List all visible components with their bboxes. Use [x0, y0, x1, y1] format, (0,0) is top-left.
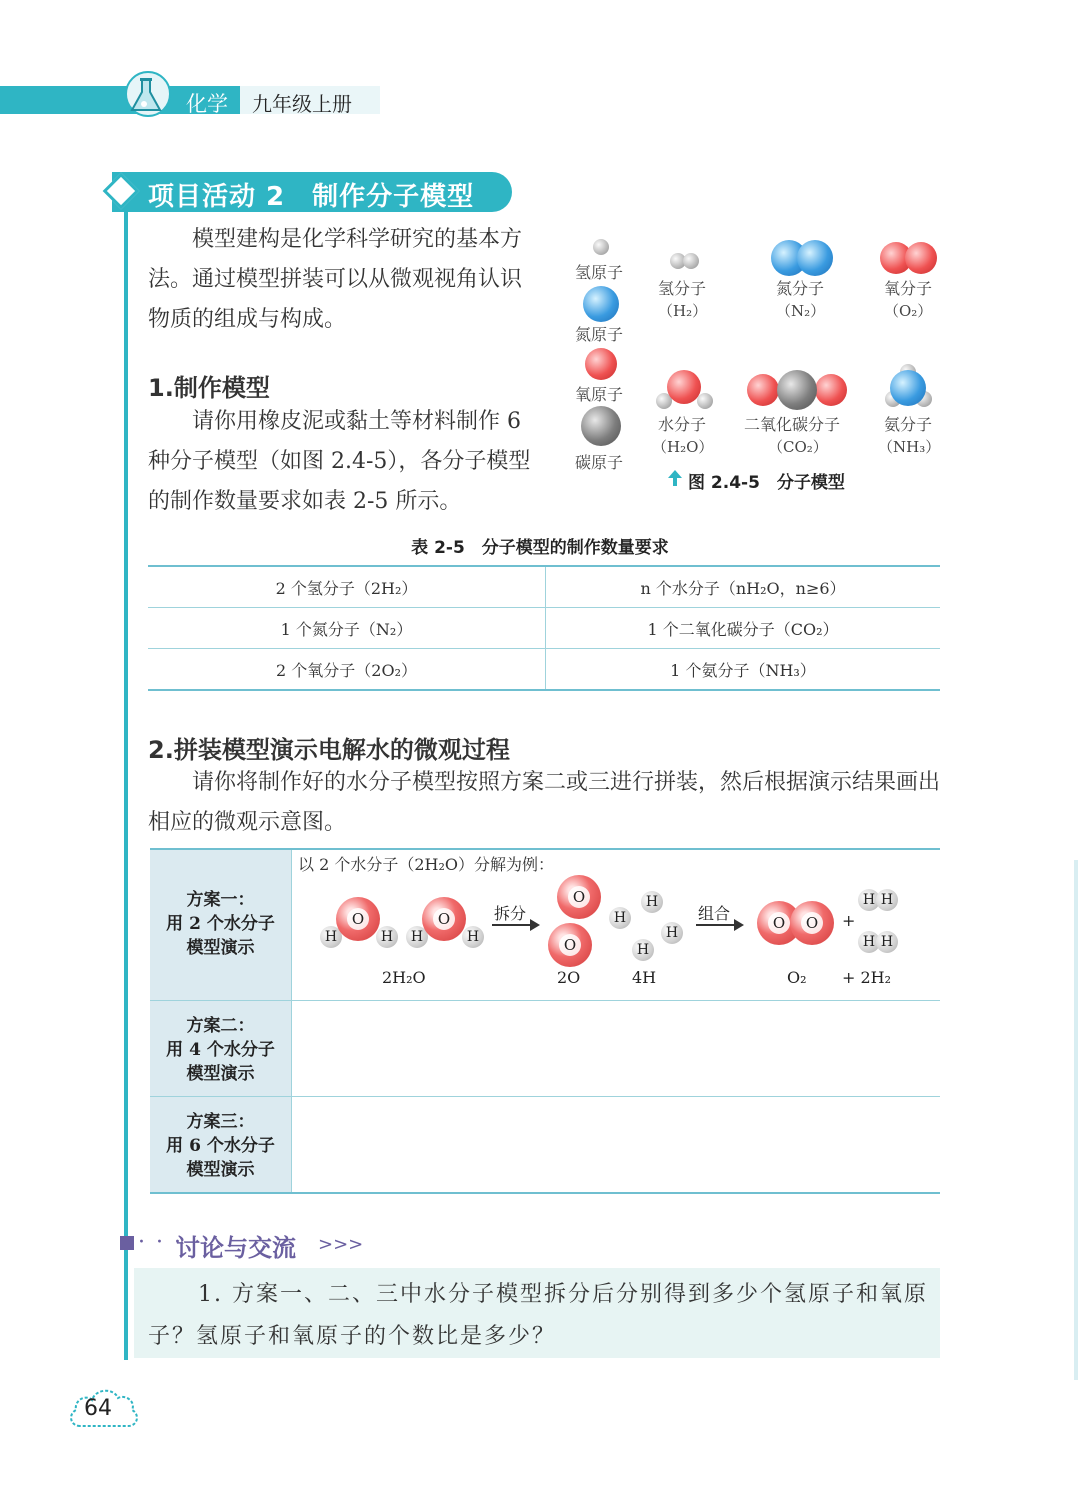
o-ball — [548, 923, 592, 967]
part2-paragraph: 请你将制作好的水分子模型按照方案二或三进行拼装，然后根据演示结果画出相应的微观示意图。 — [148, 770, 941, 835]
o2-atom-b — [905, 242, 937, 274]
h2o-name: 水分子 — [658, 415, 707, 434]
n2-formula: （N₂） — [776, 302, 826, 320]
page-number: 64 — [84, 1396, 112, 1421]
o-ball-label: O — [768, 912, 790, 934]
scheme-row-divider — [150, 1000, 940, 1001]
scheme-1-line3: 模型演示 — [186, 938, 255, 958]
h-ball: H — [632, 939, 654, 961]
section-title: 项目活动 2 制作分子模型 — [148, 182, 475, 212]
nitrogen-atom-model — [583, 286, 619, 322]
h-ball: H — [876, 931, 898, 953]
h-ball: H — [858, 931, 880, 953]
co2-name: 二氧化碳分子 — [744, 415, 841, 434]
part2-heading: 2.拼装模型演示电解水的微观过程 — [148, 736, 510, 764]
header-book-title: 九年级上册 — [252, 92, 352, 116]
scheme-3-line1: 方案三： — [186, 1112, 255, 1132]
table-row — [148, 566, 940, 608]
o-ball-label: O — [433, 908, 455, 930]
hydrogen-atom-model — [593, 239, 609, 255]
discussion-question-1: 1. 方案一、二、三中水分子模型拆分后分别得到多少个氢原子和氧原子？氢原子和氧原子的个数比是多少？ — [148, 1282, 928, 1349]
scheme-3-line2: 用 6 个水分子 — [166, 1136, 275, 1156]
table-row — [148, 649, 940, 691]
h2o-o — [667, 370, 701, 404]
combine-arrow-icon — [696, 924, 742, 926]
o-ball — [557, 875, 601, 919]
o-ball-label: O — [801, 912, 823, 934]
part1-heading: 1.制作模型 — [148, 374, 270, 402]
n2-atom-b — [797, 240, 833, 276]
header-subject: 化学 — [186, 92, 228, 116]
o-ball — [790, 901, 834, 945]
table-cell: 2 个氧分子（2O₂） — [148, 649, 546, 691]
o-ball — [336, 897, 380, 941]
intro-paragraph: 模型建构是化学科学研究的基本方法。通过模型拼装可以从微观视角认识物质的组成与构成。 — [148, 227, 523, 332]
scheme-2-line2: 用 4 个水分子 — [166, 1040, 275, 1060]
scheme-1-line1: 方案一： — [186, 890, 255, 910]
h-ball: H — [641, 891, 663, 913]
discussion-title: 讨论与交流 — [176, 1234, 296, 1262]
example-intro: 以 2 个水分子（2H₂O）分解为例： — [298, 855, 555, 874]
scheme-table-top-rule — [150, 848, 940, 850]
scheme-2-label — [150, 1014, 291, 1086]
co2-o-b — [815, 374, 847, 406]
scheme-table-bottom-rule — [150, 1192, 940, 1194]
h2-atom-b — [683, 253, 699, 269]
label-plus-2h2: + 2H₂ — [842, 968, 892, 987]
o2-name: 氧分子 — [884, 279, 933, 298]
table-cell: n 个水分子（nH₂O，n≥6） — [546, 566, 941, 608]
co2-o-a — [747, 374, 779, 406]
table-cell: 1 个二氧化碳分子（CO₂） — [546, 608, 941, 649]
n2-name: 氮分子 — [776, 279, 825, 298]
h-ball: H — [609, 907, 631, 929]
up-arrow-icon — [668, 470, 682, 486]
h-ball: H — [462, 926, 484, 948]
scheme-column-divider — [291, 850, 292, 1192]
oxygen-atom-model — [585, 348, 617, 380]
part1-paragraph: 请你用橡皮泥或黏土等材料制作 6 种分子模型（如图 2.4-5），各分子模型的制作数量要求如表 2-5 所示。 — [148, 409, 531, 514]
split-label: 拆分 — [494, 904, 527, 923]
h2-name: 氢分子 — [658, 279, 707, 298]
figure-caption: 图 2.4-5 分子模型 — [688, 473, 845, 493]
discussion-arrows-icon: >>> — [318, 1234, 364, 1255]
nh3-formula: （NH₃） — [878, 438, 941, 456]
c-atom-label: 碳原子 — [575, 453, 624, 472]
table-cell: 2 个氢分子（2H₂） — [148, 566, 546, 608]
right-edge-strip — [1074, 860, 1078, 1380]
nh3-n — [890, 370, 926, 406]
h-ball: H — [858, 889, 880, 911]
discussion-square-icon — [120, 1236, 134, 1250]
h-ball: H — [876, 889, 898, 911]
label-2o: 2O — [557, 968, 581, 987]
table-row — [148, 608, 940, 649]
h-atom-label: 氢原子 — [575, 263, 624, 282]
scheme-1-label — [150, 888, 291, 960]
label-o2: O₂ — [787, 968, 807, 987]
split-arrow-icon — [492, 924, 538, 926]
scheme-2-line3: 模型演示 — [186, 1064, 255, 1084]
label-4h: 4H — [632, 968, 657, 987]
o-atom-label: 氧原子 — [575, 385, 624, 404]
n-atom-label: 氮原子 — [575, 325, 624, 344]
combine-label: 组合 — [698, 904, 731, 923]
table-cell: 1 个氮分子（N₂） — [148, 608, 546, 649]
scheme-3-label — [150, 1110, 291, 1182]
co2-c — [777, 370, 817, 410]
label-2h2o: 2H₂O — [382, 968, 426, 987]
o-ball-label: O — [559, 934, 581, 956]
scheme-3-line3: 模型演示 — [186, 1160, 255, 1180]
table-title: 表 2-5 分子模型的制作数量要求 — [411, 538, 669, 558]
discussion-dots: · · · — [138, 1230, 183, 1255]
h-ball: H — [661, 922, 683, 944]
o-ball-label: O — [568, 886, 590, 908]
h-ball: H — [376, 926, 398, 948]
h-ball: H — [406, 926, 428, 948]
model-quantity-table — [148, 565, 940, 691]
scheme-row-divider — [150, 1096, 940, 1097]
o2-formula: （O₂） — [884, 302, 933, 320]
h-ball: H — [320, 926, 342, 948]
h2o-formula: （H₂O） — [652, 438, 714, 456]
flask-icon — [120, 70, 180, 120]
table-cell: 1 个氨分子（NH₃） — [546, 649, 941, 691]
nh3-name: 氨分子 — [884, 415, 933, 434]
scheme-2-line1: 方案二： — [186, 1016, 255, 1036]
h2-formula: （H₂） — [658, 302, 708, 320]
o-ball-label: O — [347, 908, 369, 930]
scheme-1-line2: 用 2 个水分子 — [166, 914, 275, 934]
h2o-h-b — [697, 393, 713, 409]
left-rule — [124, 205, 128, 1360]
co2-formula: （CO₂） — [768, 438, 828, 456]
carbon-atom-model — [581, 406, 621, 446]
o-ball — [422, 897, 466, 941]
plus-sign: + — [842, 911, 856, 930]
